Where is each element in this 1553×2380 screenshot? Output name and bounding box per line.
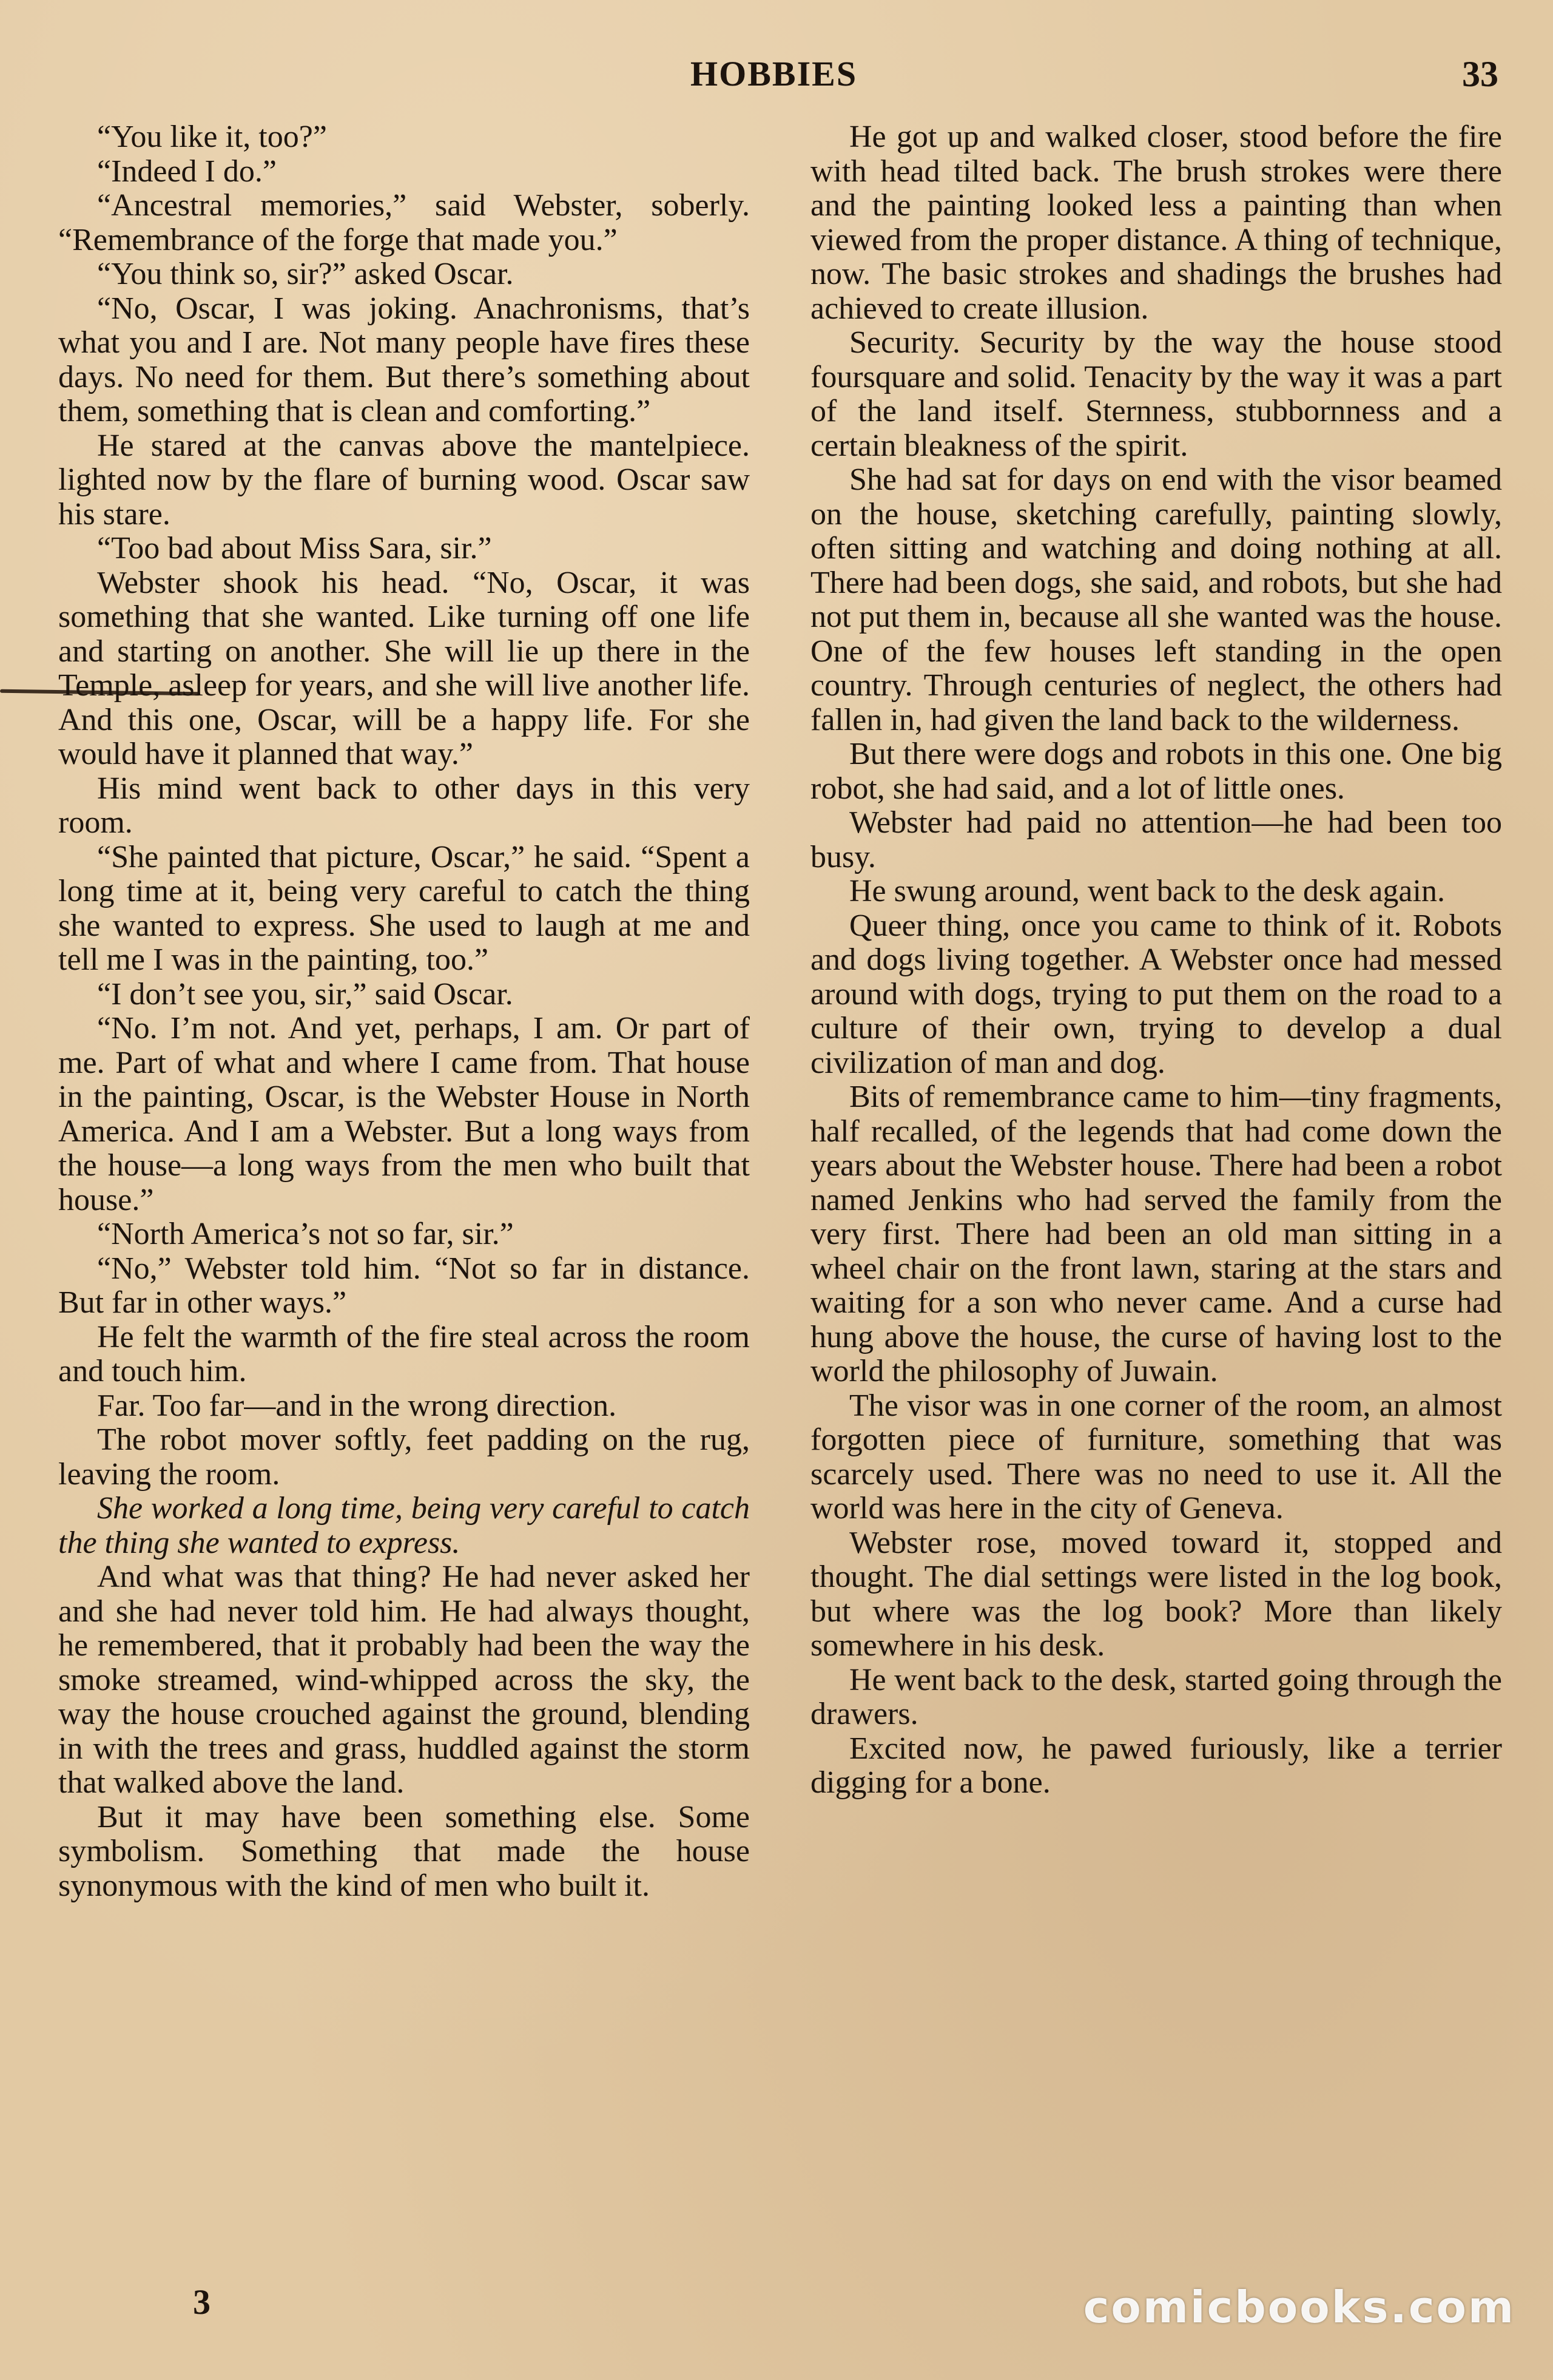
paragraph: The visor was in one corner of the room, an almost forgotten piece of furniture, something that was scarcely used. There was no need to use it. All the world was here in the city of Geneva.	[810, 1388, 1502, 1526]
paragraph: “You think so, sir?” asked Oscar.	[97, 257, 514, 291]
paragraph: Queer thing, once you came to think of it. Robots and dogs living together. A Webster once had messed around with dogs, trying to put them on the road to a culture of their own, trying to develop a dual civilization of man and dog.	[810, 908, 1502, 1080]
paragraph: “No, Oscar, I was joking. Anachronisms, that’s what you and I are. Not many people have fires these days. No need for them. But there’s something about them, something that is clean and comforting.”	[58, 291, 750, 428]
paragraph: The robot mover softly, feet padding on the rug, leaving the room.	[58, 1422, 750, 1492]
watermark: comicbooks.com	[1083, 2282, 1515, 2333]
paragraph: Webster had paid no attention—he had been too busy.	[810, 805, 1502, 874]
paragraph: He stared at the canvas above the mantelpiece. lighted now by the flare of burning wood. Oscar saw his stare.	[58, 428, 750, 532]
paragraph: He went back to the desk, started going through the drawers.	[810, 1662, 1502, 1731]
paragraph: Webster rose, moved toward it, stopped and thought. The dial settings were listed in the log book, but where was the log book? More than likely somewhere in his desk.	[810, 1525, 1502, 1663]
paragraph: Security. Security by the way the house stood foursquare and solid. Tenacity by the way it was a part of the land itself. Sternness, stubbornness and a certain bleakness of the spirit.	[810, 325, 1502, 463]
paragraph: And what was that thing? He had never asked her and she had never told him. He had always thought, he remembered, that it probably had been the way the smoke streamed, wind-whipped across the sky, the way the house crouched against the ground, blending in with the trees and grass, huddled against the storm that walked above the land.	[58, 1560, 750, 1800]
paragraph: But it may have been something else. Some symbolism. Something that made the house synonymous with the kind of men who built it.	[58, 1799, 750, 1903]
paragraph: He swung around, went back to the desk again.	[849, 874, 1445, 908]
paragraph: Webster shook his head. “No, Oscar, it was something that she wanted. Like turning off one life and starting on another. She will lie up there in the Temple, asleep for years, and she will live another life. And this one, Oscar, will be a happy life. For she would have it planned that way.”	[58, 565, 750, 771]
paragraph: “North America’s not so far, sir.”	[97, 1217, 514, 1251]
paragraph: But there were dogs and robots in this one. One big robot, she had said, and a lot of little ones.	[810, 737, 1502, 806]
paragraph: “Ancestral memories,” said Webster, soberly. “Remembrance of the forge that made you.”	[58, 188, 750, 257]
paragraph: “You like it, too?”	[97, 120, 327, 154]
paragraph: Excited now, he pawed furiously, like a terrier digging for a bone.	[810, 1731, 1502, 1800]
left-column	[58, 120, 750, 1903]
paragraph: “Indeed I do.”	[97, 154, 277, 189]
italic-paragraph: She worked a long time, being very careful to catch the thing she wanted to express.	[58, 1491, 750, 1560]
paragraph: His mind went back to other days in this very room.	[58, 771, 750, 840]
paragraph: “No. I’m not. And yet, perhaps, I am. Or part of me. Part of what and where I came from. That house in the painting, Oscar, is the Webster House in North America. And I am a Webster. But a long ways from the house—a long ways from the men who built that house.”	[58, 1011, 750, 1217]
paragraph: Far. Too far—and in the wrong direction.	[97, 1388, 617, 1423]
signature-mark: 3	[193, 2282, 211, 2322]
paragraph: He got up and walked closer, stood before the fire with head tilted back. The brush strokes were there and the painting looked less a painting than when viewed from the proper distance. A thing of technique, now. The basic strokes and shadings the brushes had achieved to create illusion.	[810, 120, 1502, 326]
page-number: 33	[1462, 54, 1498, 94]
paragraph: “Too bad about Miss Sara, sir.”	[97, 531, 492, 566]
running-title: HOBBIES	[690, 54, 858, 93]
paragraph: “She painted that picture, Oscar,” he said. “Spent a long time at it, being very careful to catch the thing she wanted to express. She used to laugh at me and tell me I was in the painting, too.”	[58, 839, 750, 977]
right-column	[810, 120, 1502, 1903]
paragraph: Bits of remembrance came to him—tiny fragments, half recalled, of the legends that had come down the years about the Webster house. There had been a robot named Jenkins who had served the family from the very first. There had been an old man sitting in a wheel chair on the front lawn, staring at the stars and waiting for a son who never came. And a curse had hung above the house, the curse of having lost to the world the philosophy of Juwain.	[810, 1080, 1502, 1388]
paragraph: “No,” Webster told him. “Not so far in distance. But far in other ways.”	[58, 1251, 750, 1320]
paragraph: “I don’t see you, sir,” said Oscar.	[97, 976, 513, 1012]
paragraph: She had sat for days on end with the visor beamed on the house, sketching carefully, painting slowly, often sitting and watching and doing nothing at all. There had been dogs, she said, and robots, but she had not put them in, because all she wanted was the house. One of the few houses left standing in the open country. Through centuries of neglect, the others had fallen in, had given the land back to the wilderness.	[810, 462, 1502, 737]
paragraph: He felt the warmth of the fire steal across the room and touch him.	[58, 1319, 750, 1388]
text-columns	[58, 120, 1502, 1903]
